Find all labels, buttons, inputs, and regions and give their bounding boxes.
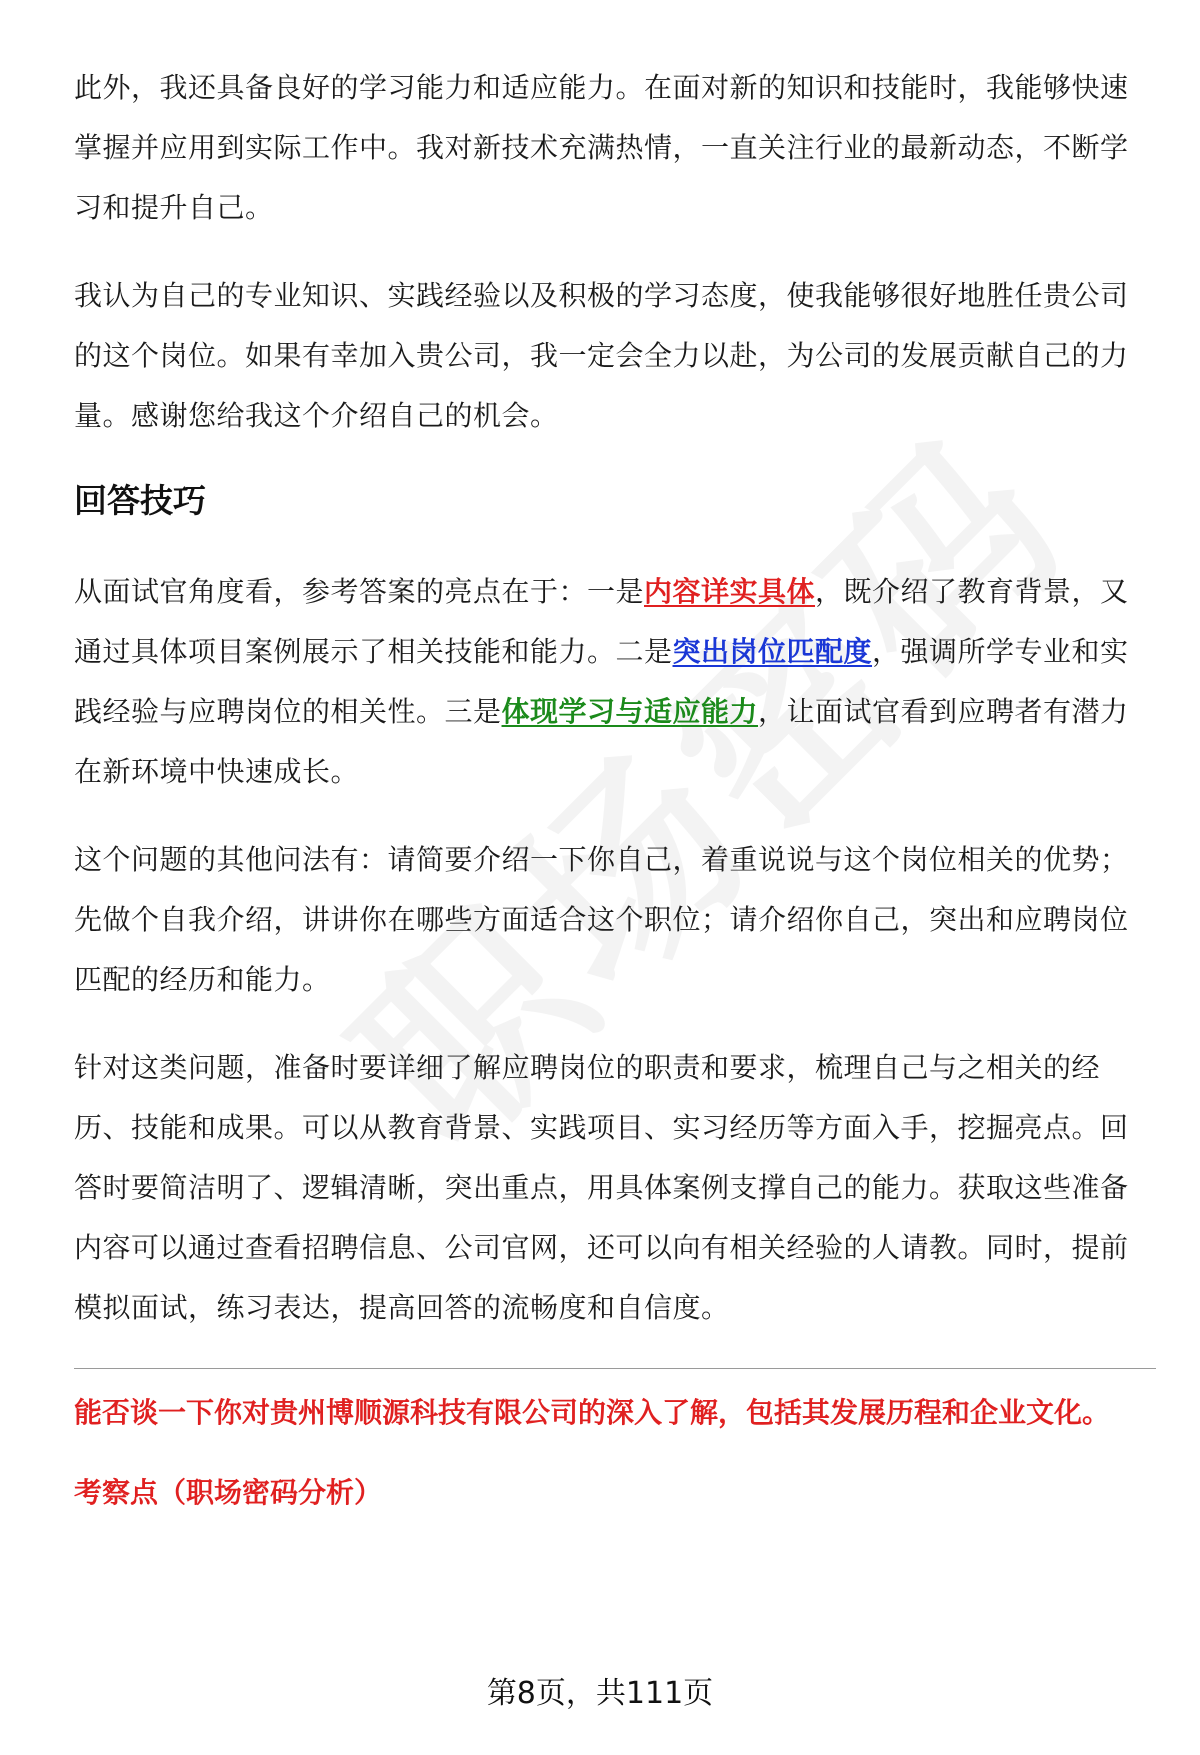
highlight-detailed-content: 内容详实具体 xyxy=(644,575,816,608)
section-heading-answer-tips: 回答技巧 xyxy=(74,481,206,520)
highlights-text-3: ，强调所学专业和实践经验与应聘岗位的相关性。三是 xyxy=(74,635,1129,728)
next-question-title: 能否谈一下你对贵州博顺源科技有限公司的深入了解，包括其发展历程和企业文化。 xyxy=(74,1396,1111,1429)
paragraph-alternative-questions: 这个问题的其他问法有：请简要介绍一下你自己，着重说说与这个岗位相关的优势；先做个自我介绍，讲讲你在哪些方面适合这个职位；请介绍你自己，突出和应聘岗位匹配的经历和能力。 xyxy=(74,843,1129,996)
page-number-footer: 第8页，共111页 xyxy=(486,1676,714,1711)
paragraph-learning-ability: 此外，我还具备良好的学习能力和适应能力。在面对新的知识和技能时，我能够快速掌握并应用到实际工作中。我对新技术充满热情，一直关注行业的最新动态，不断学习和提升自己。 xyxy=(74,71,1129,224)
highlights-text-4: ，让面试官看到应聘者有潜力在新环境中快速成长。 xyxy=(74,695,1129,788)
highlight-learning-ability: 体现学习与适应能力 xyxy=(501,695,759,728)
document-body xyxy=(74,58,1154,1515)
next-question-subheading: 考察点（职场密码分析） xyxy=(74,1476,383,1509)
highlights-text-1: 从面试官角度看，参考答案的亮点在于：一是 xyxy=(74,575,645,608)
highlights-text-2: ，既介绍了教育背景，又通过具体项目案例展示了相关技能和能力。二是 xyxy=(74,575,1129,668)
paragraph-highlights xyxy=(74,562,1154,802)
paragraph-preparation-advice: 针对这类问题，准备时要详细了解应聘岗位的职责和要求，梳理自己与之相关的经历、技能和成果。可以从教育背景、实践项目、实习经历等方面入手，挖掘亮点。回答时要简洁明了、逻辑清晰，突出重点，用具体案例支撑自己的能力。获取这些准备内容可以通过查看招聘信息、公司官网，还可以向有相关经验的人请教。同时，提前模拟面试，练习表达，提高回答的流畅度和自信度。 xyxy=(74,1051,1129,1324)
highlight-position-match: 突出岗位匹配度 xyxy=(672,635,873,668)
paragraph-conclusion: 我认为自己的专业知识、实践经验以及积极的学习态度，使我能够很好地胜任贵公司的这个岗位。如果有幸加入贵公司，我一定会全力以赴，为公司的发展贡献自己的力量。感谢您给我这个介绍自己的机会。 xyxy=(74,279,1129,432)
section-divider xyxy=(74,1368,1156,1369)
